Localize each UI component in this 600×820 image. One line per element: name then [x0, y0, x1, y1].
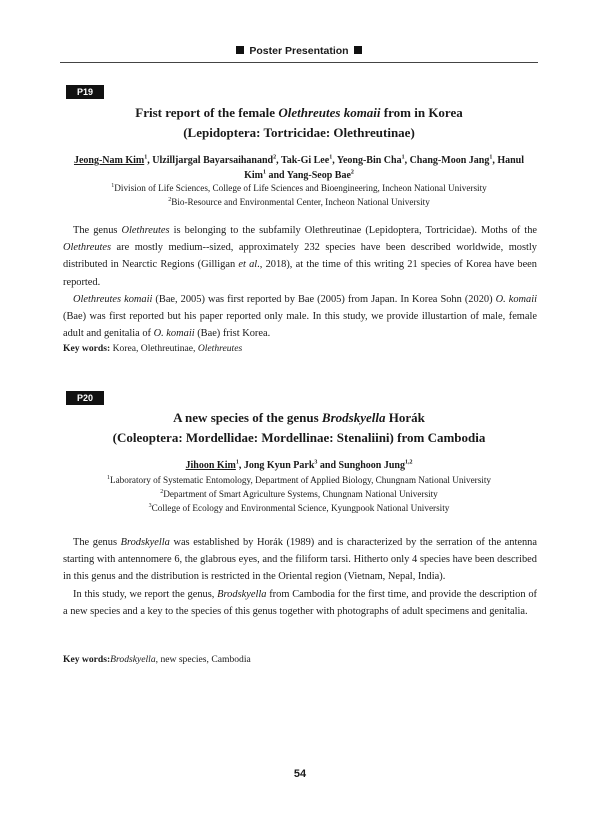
abstract-tag: P20: [66, 391, 104, 405]
abstract-body: [63, 534, 537, 620]
abstract-body: [63, 222, 537, 342]
authors-line: Jeong-Nam Kim$^1$, Ulzilljargal Bayarsaihanand$^2$, Tak-Gi Lee$^1$, Yeong-Bin Cha$^1$, Chang-Moon Jang$^1$, Hanul: [73, 154, 525, 166]
affiliation-marker: 2: [350, 169, 354, 176]
author-name: Chang-Moon Jang: [409, 155, 490, 166]
affiliation-marker: 1: [329, 154, 333, 161]
affiliation-marker: 1,2: [404, 459, 413, 466]
affiliation-line: $^1$Division of Life Sciences, College of Life Sciences and Bioengineering, Incheon National University: [111, 182, 487, 193]
affiliation-marker: 1: [262, 169, 266, 176]
header-rule: [60, 62, 538, 63]
author-list: [60, 153, 538, 183]
page-number: 54: [293, 768, 307, 780]
author-name: Hanul: [497, 155, 525, 166]
abstract-tag: P19: [66, 85, 104, 99]
author-name: Yang-Seop Bae: [286, 170, 351, 181]
affiliation-marker: 1: [489, 154, 493, 161]
paragraph: The genus Olethreutes is belonging to the subfamily Olethreutinae (Lepidoptera, Tortricidae). Moths of the Olethreutes are mostly medium--sized, approximately 232 species have been described worldwide, mostly distributed in Nearctic Regions (Gilligan et al., 2018), at the time of this writing 21 species of Korea have been reported.: [63, 225, 537, 288]
paragraph: The genus Brodskyella was established by Horák (1989) and is characterized by the serration of the antenna starting with antennomere 6, the glabrous eyes, and the filiform tarsi. Hitherto only 4 species have been described in this genus and the distribution is restricted in the Oriental region (Vietnam, Nepal, India).: [63, 537, 537, 583]
affiliation-line: $^2$Bio-Resource and Environmental Center, Incheon National University: [168, 196, 430, 207]
author-name: Kim: [244, 170, 263, 181]
square-bullet-icon: [236, 46, 244, 54]
square-bullet-icon: [354, 46, 362, 54]
author-name: Jeong-Nam Kim: [73, 155, 145, 166]
authors-line: Jihoon Kim$^1$, Jong Kyun Park$^3$ and Sunghoon Jung$^{1,2}$: [185, 459, 413, 471]
paragraph: In this study, we report the genus, Brodskyella from Cambodia for the first time, and provide the description of a new species and a key to the species of this genus together with photographs of adult specimens and genitalia.: [63, 588, 538, 617]
author-name: Yeong-Bin Cha: [336, 155, 402, 166]
keywords: Key words:Brodskyella, new species, Cambodia: [63, 654, 251, 665]
running-header: [60, 45, 538, 57]
header-label: Poster Presentation: [249, 45, 349, 57]
affiliations: [60, 473, 538, 515]
affiliation-marker: 1: [144, 154, 148, 161]
abstract-title: Frist report of the female Olethreutes komaii from in Korea (Lepidoptera: Tortricidae: Olethreutinae): [135, 105, 463, 140]
affiliation-marker: 2: [273, 154, 277, 161]
affiliations: [60, 181, 538, 209]
keywords: Key words: Korea, Olethreutinae, Olethreutes: [63, 343, 243, 354]
paragraph: Olethreutes komaii (Bae, 2005) was first reported by Bae (2005) from Japan. In Korea Sohn (2020) O. komaii (Bae) was first reported but his paper reported only male. In this study, we provide illustartion of male, female adult and genitalia of O. komaii (Bae) frist Korea.: [63, 293, 537, 340]
author-name: Tak-Gi Lee: [280, 155, 330, 166]
affiliation-line: $^1$Laboratory of Systematic Entomology, Department of Applied Biology, Chungnam National University: [106, 474, 492, 485]
author-list: [60, 458, 538, 473]
abstract-title: A new species of the genus Brodskyella Horák (Coleoptera: Mordellidae: Mordellinae: Stenaliini) from Cambodia: [112, 410, 486, 445]
author-name: Jihoon Kim: [185, 460, 236, 471]
affiliation-line: $^3$College of Ecology and Environmental Science, Kyungpook National University: [148, 502, 450, 513]
author-name: Jong Kyun Park: [243, 460, 315, 471]
affiliation-marker: 1: [235, 459, 239, 466]
author-name: Ulzilljargal Bayarsaihanand: [152, 155, 274, 166]
affiliation-line: $^2$Department of Smart Agriculture Systems, Chungnam National University: [160, 488, 438, 499]
authors-line: Kim$^1$ and Yang-Seop Bae$^2$: [244, 169, 354, 181]
affiliation-marker: 1: [401, 154, 405, 161]
author-name: Sunghoon Jung: [338, 460, 405, 471]
affiliation-marker: 3: [314, 459, 318, 466]
